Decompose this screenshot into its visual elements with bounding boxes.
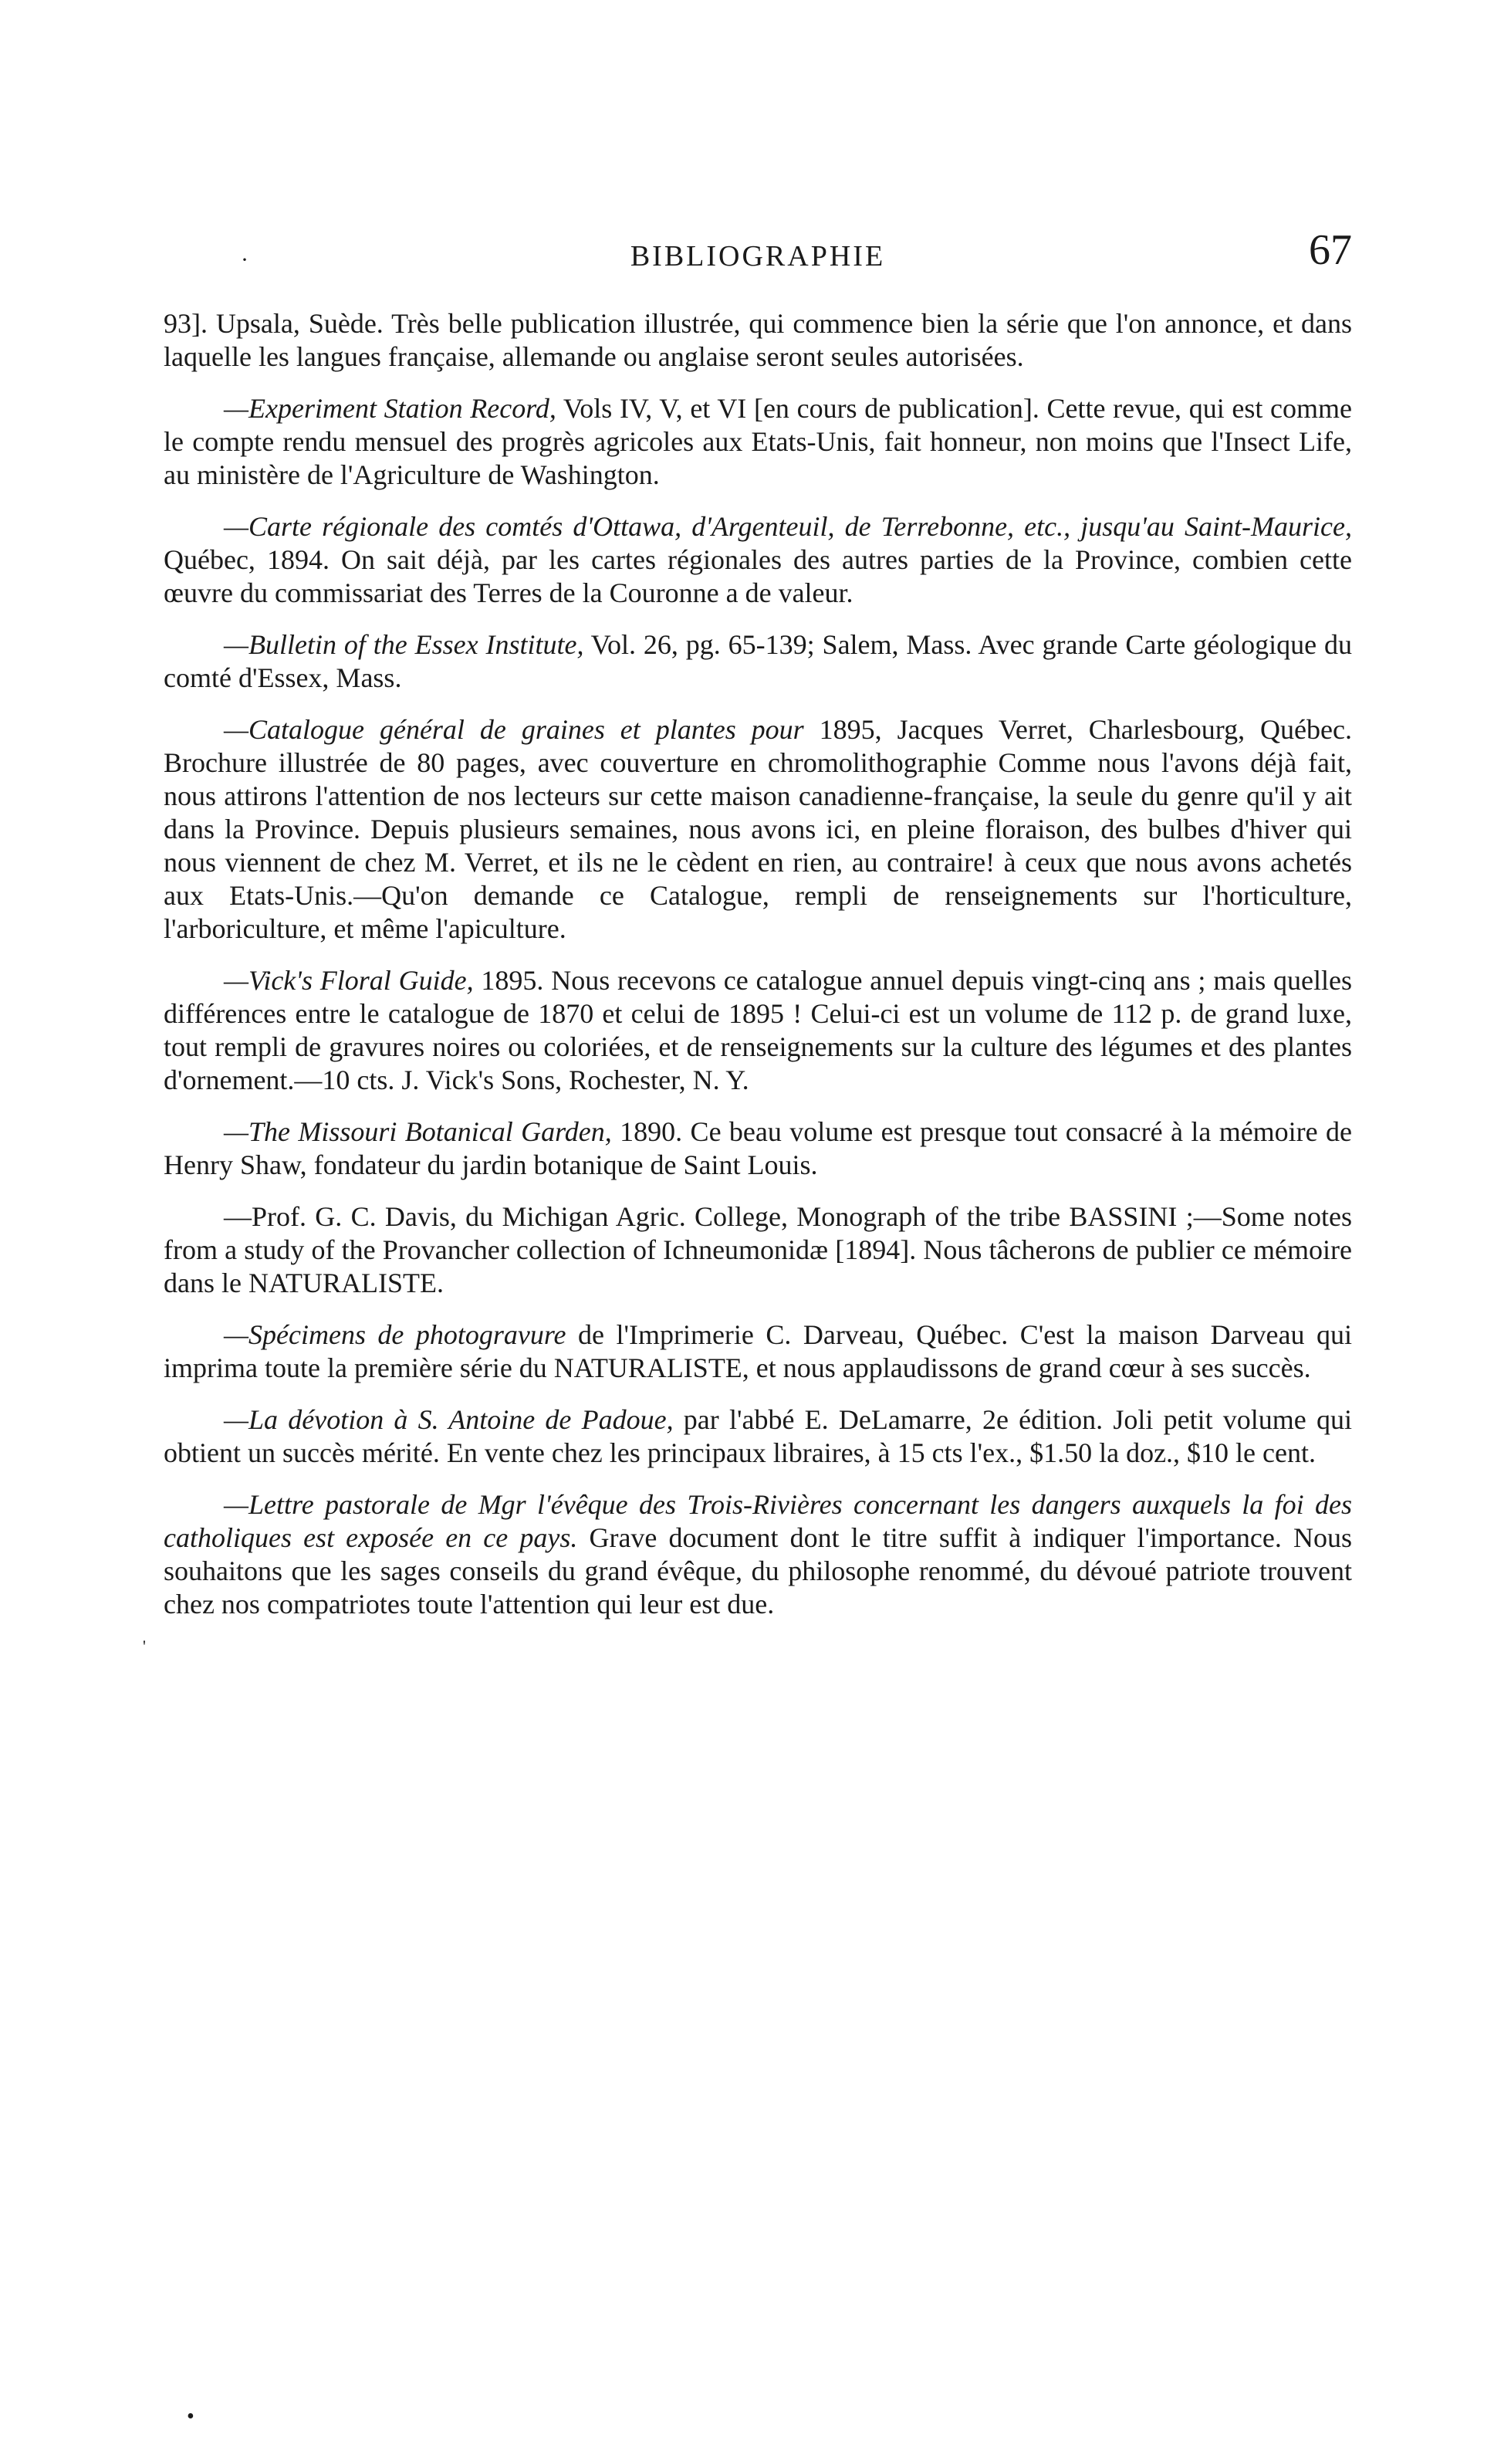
entry-8-text: —Prof. G. C. Davis, du Michigan Agric. College, Monograph of the tribe BASSINI ;—Some notes from a study of the Provancher collection of Ichneumonidæ [1894]. Nous tâcherons de publier ce mémoire dans le NATURALISTE. [164,1201,1352,1298]
running-head: BIBLIOGRAPHIE [630,240,886,272]
footer-dot: • [187,2405,194,2428]
entry-5 [164,713,1352,946]
entry-4-text: Vol. 26, pg. 65-139; Salem, Mass. Avec grande Carte géologique du comté d'Essex, Mass. [164,629,1352,693]
entry-2 [164,392,1352,492]
entry-10 [164,1403,1352,1470]
entry-4 [164,628,1352,695]
entry-9-lead: —Spécimens de photogravure [224,1319,566,1350]
entry-1-text: 93]. Upsala, Suède. Très belle publication illustrée, qui commence bien la série que l'on annonce, et dans laquelle les langues française, allemande ou anglaise seront seules autorisées. [164,308,1352,372]
entry-7-text: 1890. Ce beau volume est presque tout consacré à la mémoire de Henry Shaw, fondateur du jardin botanique de Saint Louis. [164,1116,1353,1180]
entry-11-lead: —Lettre pastorale de Mgr l'évêque des Trois-Rivières concernant les dangers auxquels la foi des catholiques est exposée en ce pays. [164,1489,1352,1553]
entry-11 [164,1488,1352,1621]
entry-10-lead: —La dévotion à S. Antoine de Padoue, [224,1404,674,1435]
page [164,224,1352,1640]
entry-3-lead: —Carte régionale des comtés d'Ottawa, d'Argenteuil, de Terrebonne, etc., jusqu'au Saint-Maurice, [224,511,1352,542]
entry-9-text: de l'Imprimerie C. Darveau, Québec. C'est la maison Darveau qui imprima toute la première série du NATURALISTE, et nous applaudissons de grand cœur à ses succès. [164,1319,1352,1383]
bibliography-entries [164,307,1352,1621]
entry-8 [164,1200,1352,1300]
entry-6-lead: —Vick's Floral Guide, [224,965,474,996]
entry-5-text: 1895, Jacques Verret, Charlesbourg, Québec. Brochure illustrée de 80 pages, avec couverture en chromolithographie Comme nous l'avons déjà fait, nous attirons l'attention de nos lecteurs sur cette maison canadienne-française, la seule du genre qu'il y ait dans la Province. Depuis plusieurs semaines, nous avons ici, en pleine floraison, des bulbes d'hiver qui nous viennent de chez M. Verret, et ils ne le cèdent en rien, au contraire! à ceux que nous avons achetés aux Etats-Unis.—Qu'on demande ce Catalogue, rempli de renseignements sur l'horticulture, l'arboriculture, et même l'apiculture. [164,714,1352,944]
entry-10-text: par l'abbé E. DeLamarre, 2e édition. Joli petit volume qui obtient un succès mérité. En vente chez les principaux libraires, à 15 cts l'ex., $1.50 la doz., $10 le cent. [164,1404,1352,1468]
entry-4-lead: —Bulletin of the Essex Institute, [224,629,584,660]
margin-mark: ' [143,1636,146,1656]
entry-6-text: 1895. Nous recevons ce catalogue annuel depuis vingt-cinq ans ; mais quelles différences entre le catalogue de 1870 et celui de 1895 ! Celui-ci est un volume de 112 p. de grand luxe, tout rempli de gravures noires ou coloriées, et de renseignements sur la culture des légumes et des plantes d'ornement.—10 cts. J. Vick's Sons, Rochester, N. Y. [164,965,1352,1095]
page-number: 67 [1309,226,1352,274]
entry-1 [164,307,1352,374]
header-dot: · [241,247,248,272]
entry-3-text: Québec, 1894. On sait déjà, par les cartes régionales des autres parties de la Province, combien cette œuvre du commissariat des Terres de la Couronne a de valeur. [164,544,1352,608]
entry-3 [164,510,1352,610]
entry-6 [164,964,1352,1097]
entry-2-text: Vols IV, V, et VI [en cours de publication]. Cette revue, qui est comme le compte rendu mensuel des progrès agricoles aux Etats-Unis, fait honneur, non moins que l'Insect Life, au ministère de l'Agriculture de Washington. [164,393,1352,490]
entry-7 [164,1115,1352,1182]
entry-11-text: Grave document dont le titre suffit à indiquer l'importance. Nous souhaitons que les sages conseils du grand évêque, du philosophe renommé, du dévoué patriote trouvent chez nos compatriotes toute l'attention qui leur est due. [164,1522,1353,1620]
entry-7-lead: —The Missouri Botanical Garden, [224,1116,612,1147]
entry-2-lead: —Experiment Station Record, [224,393,556,424]
entry-5-lead: —Catalogue général de graines et plantes pour [224,714,804,745]
entry-9 [164,1318,1352,1385]
page-header [164,224,1352,293]
